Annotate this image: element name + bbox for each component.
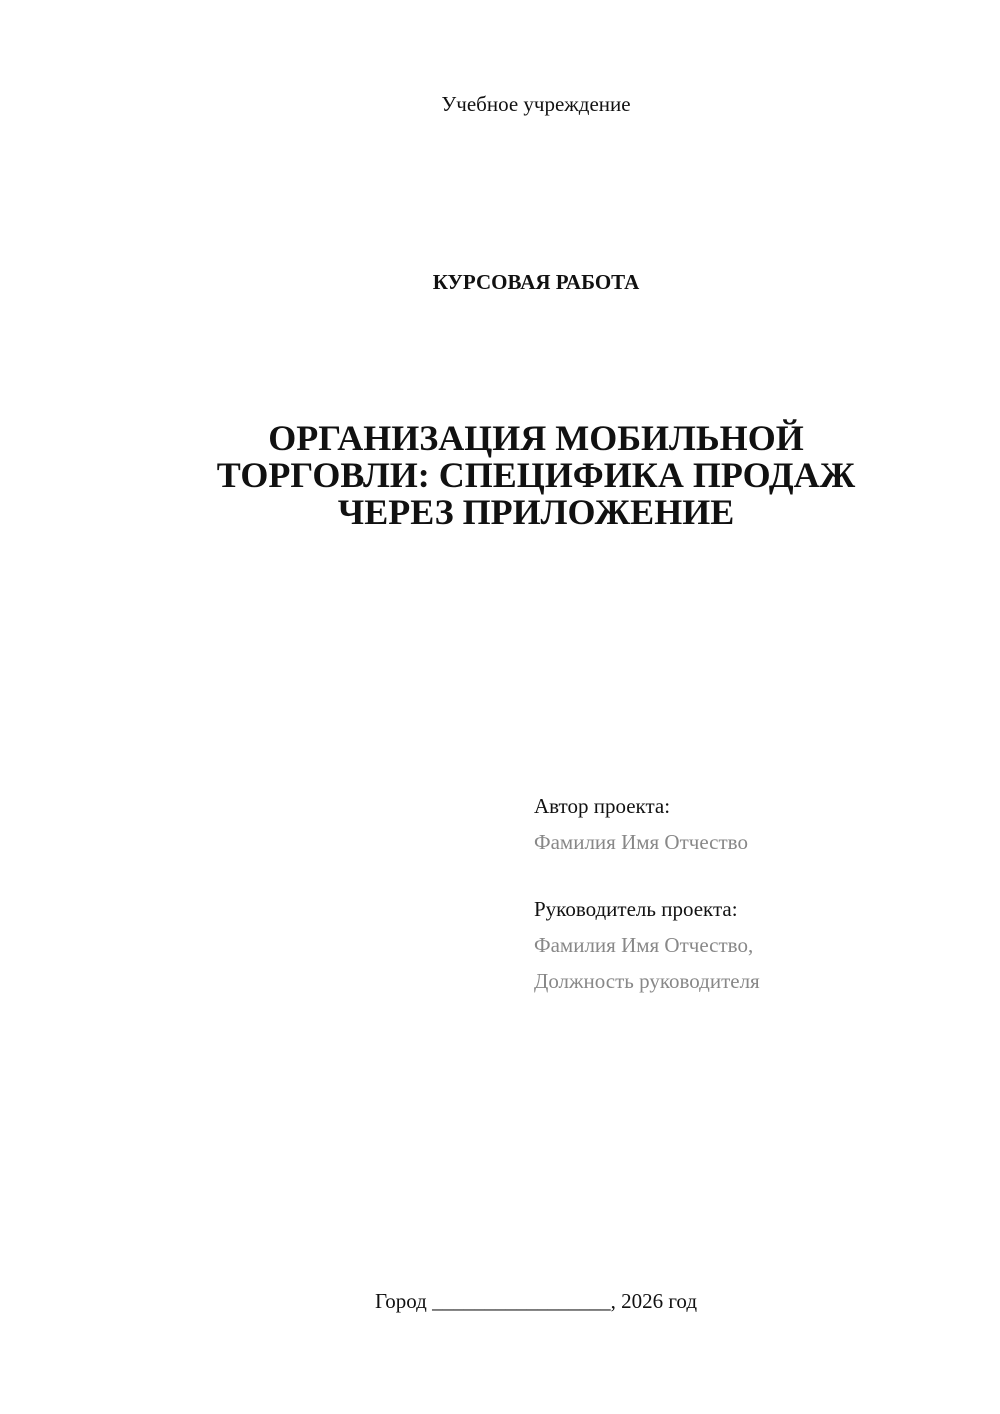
spacer: [534, 860, 974, 891]
supervisor-position: Должность руководителя: [534, 969, 760, 993]
work-type-heading: КУРСОВАЯ РАБОТА: [432, 270, 640, 294]
document-title: [170, 420, 902, 531]
title-line-2: ТОРГОВЛИ: СПЕЦИФИКА ПРОДАЖ: [216, 455, 856, 495]
supervisor-name: Фамилия Имя Отчество,: [534, 933, 754, 957]
title-line-1: ОРГАНИЗАЦИЯ МОБИЛЬНОЙ: [268, 418, 804, 458]
authors-block: [534, 788, 974, 999]
city-year-line: Город _________________, 2026 год: [374, 1289, 698, 1313]
title-line-3: ЧЕРЕЗ ПРИЛОЖЕНИЕ: [337, 492, 735, 532]
author-name: Фамилия Имя Отчество: [534, 830, 748, 854]
supervisor-label: Руководитель проекта:: [534, 897, 738, 921]
author-label: Автор проекта:: [534, 794, 671, 818]
institution-name: Учебное учреждение: [441, 92, 631, 116]
